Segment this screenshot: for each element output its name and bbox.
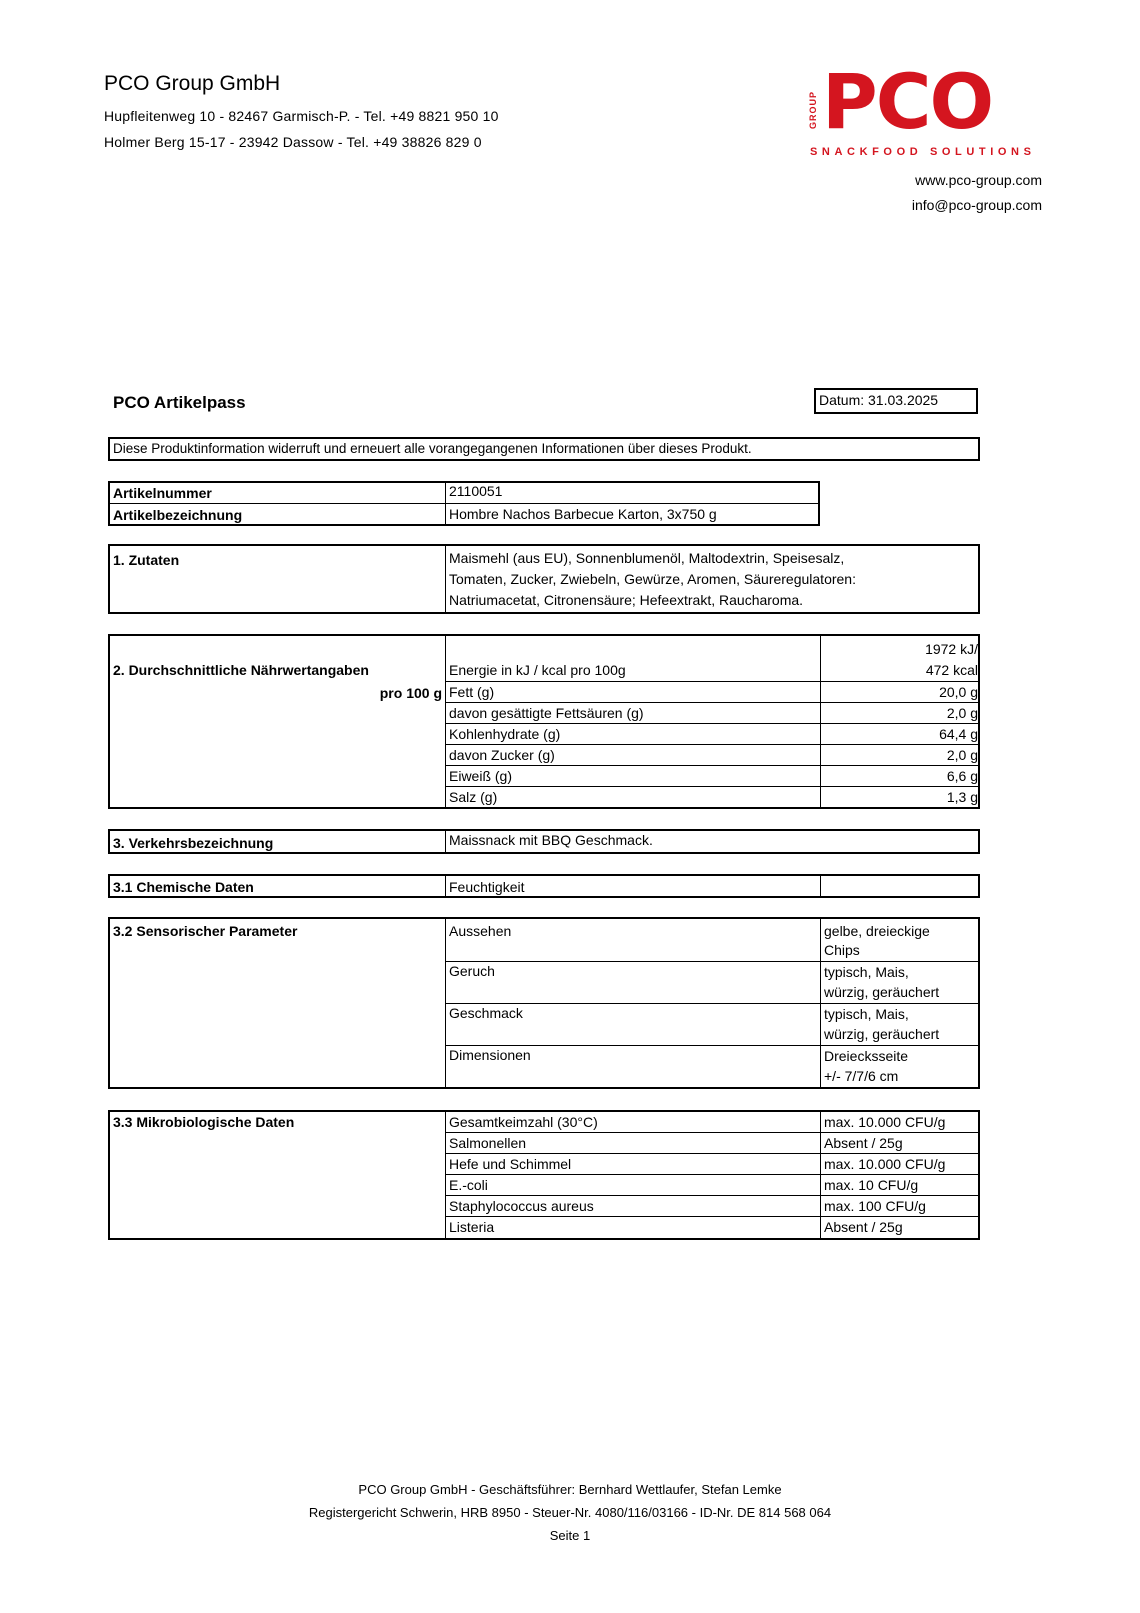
nutrient-value: 6,6 g [946,768,978,784]
nutrient-value: 1,3 g [946,789,978,805]
sensory-param: Geruch [449,963,495,979]
micro-param: Staphylococcus aureus [449,1198,594,1214]
article-number: 2110051 [449,483,503,499]
document-title: PCO Artikelpass [113,393,246,412]
address-garmisch: Hupfleitenweg 10 - 82467 Garmisch-P. - Tel. +49 8821 950 10 [104,108,499,124]
logo-group-text: GROUP [808,91,818,130]
article-name: Hombre Nachos Barbecue Karton, 3x750 g [449,506,717,522]
micro-label: 3.3 Mikrobiologische Daten [113,1114,295,1130]
micro-value: max. 10.000 CFU/g [824,1114,946,1130]
ingredients-line-3: Natriumacetat, Citronensäure; Hefeextrakt, Raucharoma. [449,592,804,608]
nutrient-label: Salz (g) [449,789,498,805]
ingredients-line-2: Tomaten, Zucker, Zwiebeln, Gewürze, Aromen, Säureregulatoren: [449,571,856,587]
micro-value: max. 10.000 CFU/g [824,1156,946,1172]
article-table [108,481,820,526]
energy-label: Energie in kJ / kcal pro 100g [449,662,626,678]
chemical-table [108,874,980,898]
designation-label: 3. Verkehrsbezeichnung [113,835,274,851]
nutrition-per: pro 100 g [379,685,442,701]
footer-line-1: PCO Group GmbH - Geschäftsführer: Bernhard Wettlaufer, Stefan Lemke [358,1482,782,1497]
email-link[interactable]: info@pco-group.com [911,197,1042,213]
micro-value: Absent / 25g [824,1135,903,1151]
nutrient-label: Eiweiß (g) [449,768,513,784]
micro-param: Gesamtkeimzahl (30°C) [449,1114,598,1130]
sensory-param: Dimensionen [449,1047,531,1063]
micro-param: Listeria [449,1219,495,1235]
nutrient-label: davon gesättigte Fettsäuren (g) [449,705,644,721]
sensory-value-line-1: Dreiecksseite [824,1048,909,1064]
designation-table [108,829,980,854]
nutrient-value: 64,4 g [939,726,978,742]
chemical-label: 3.1 Chemische Daten [113,879,254,895]
energy-kcal: 472 kcal [925,662,978,678]
nutrient-label: davon Zucker (g) [449,747,555,763]
address-dassow: Holmer Berg 15-17 - 23942 Dassow - Tel. +49 38826 829 0 [104,134,482,150]
micro-param: Hefe und Schimmel [449,1156,572,1172]
ingredients-line-1: Maismehl (aus EU), Sonnenblumenöl, Maltodextrin, Speisesalz, [449,550,845,566]
date-box: Datum: 31.03.2025 [814,388,978,414]
chemical-param: Feuchtigkeit [449,879,525,895]
page-number: Seite 1 [549,1528,591,1543]
sensory-value-line-1: gelbe, dreieckige [824,923,930,939]
sensory-value-line-2: würzig, geräuchert [824,984,940,1000]
nutrient-label: Fett (g) [449,684,495,700]
website-link[interactable]: www.pco-group.com [915,172,1042,188]
nutrient-label: Kohlenhydrate (g) [449,726,561,742]
sensory-param: Geschmack [449,1005,523,1021]
sensory-table [108,917,980,1089]
micro-value: max. 100 CFU/g [824,1198,926,1214]
ingredients-table [108,544,980,614]
nutrient-value: 20,0 g [939,684,978,700]
footer-line-2: Registergericht Schwerin, HRB 8950 - Steuer-Nr. 4080/116/03166 - ID-Nr. DE 814 568 064 [308,1505,832,1520]
micro-param: Salmonellen [449,1135,527,1151]
sensory-label: 3.2 Sensorischer Parameter [113,923,298,939]
ingredients-label: 1. Zutaten [113,552,180,568]
article-name-label: Artikelbezeichnung [113,507,243,523]
energy-kj: 1972 kJ/ [925,641,978,657]
sensory-value-line-2: +/- 7/7/6 cm [824,1068,899,1084]
article-number-label: Artikelnummer [113,485,212,501]
micro-table [108,1110,980,1240]
micro-param: E.-coli [449,1177,488,1193]
micro-value: Absent / 25g [824,1219,903,1235]
pco-logo [808,57,1040,164]
logo-pco-text: PCO [822,57,993,146]
nutrition-table [108,634,980,809]
notice-box: Diese Produktinformation widerruft und erneuert alle vorangegangenen Informationen über dieses Produkt. [108,437,980,461]
sensory-value-line-2: Chips [824,942,860,958]
sensory-value-line-1: typisch, Mais, [824,1006,909,1022]
logo-tagline: SNACKFOOD SOLUTIONS [810,146,1036,158]
sensory-value-line-2: würzig, geräuchert [824,1026,940,1042]
micro-value: max. 10 CFU/g [824,1177,919,1193]
nutrient-value: 2,0 g [946,747,978,763]
sensory-param: Aussehen [449,923,512,939]
nutrition-label: 2. Durchschnittliche Nährwertangaben [113,662,369,678]
company-name: PCO Group GmbH [104,72,281,95]
designation-value: Maissnack mit BBQ Geschmack. [449,832,653,848]
nutrient-value: 2,0 g [946,705,978,721]
sensory-value-line-1: typisch, Mais, [824,964,909,980]
